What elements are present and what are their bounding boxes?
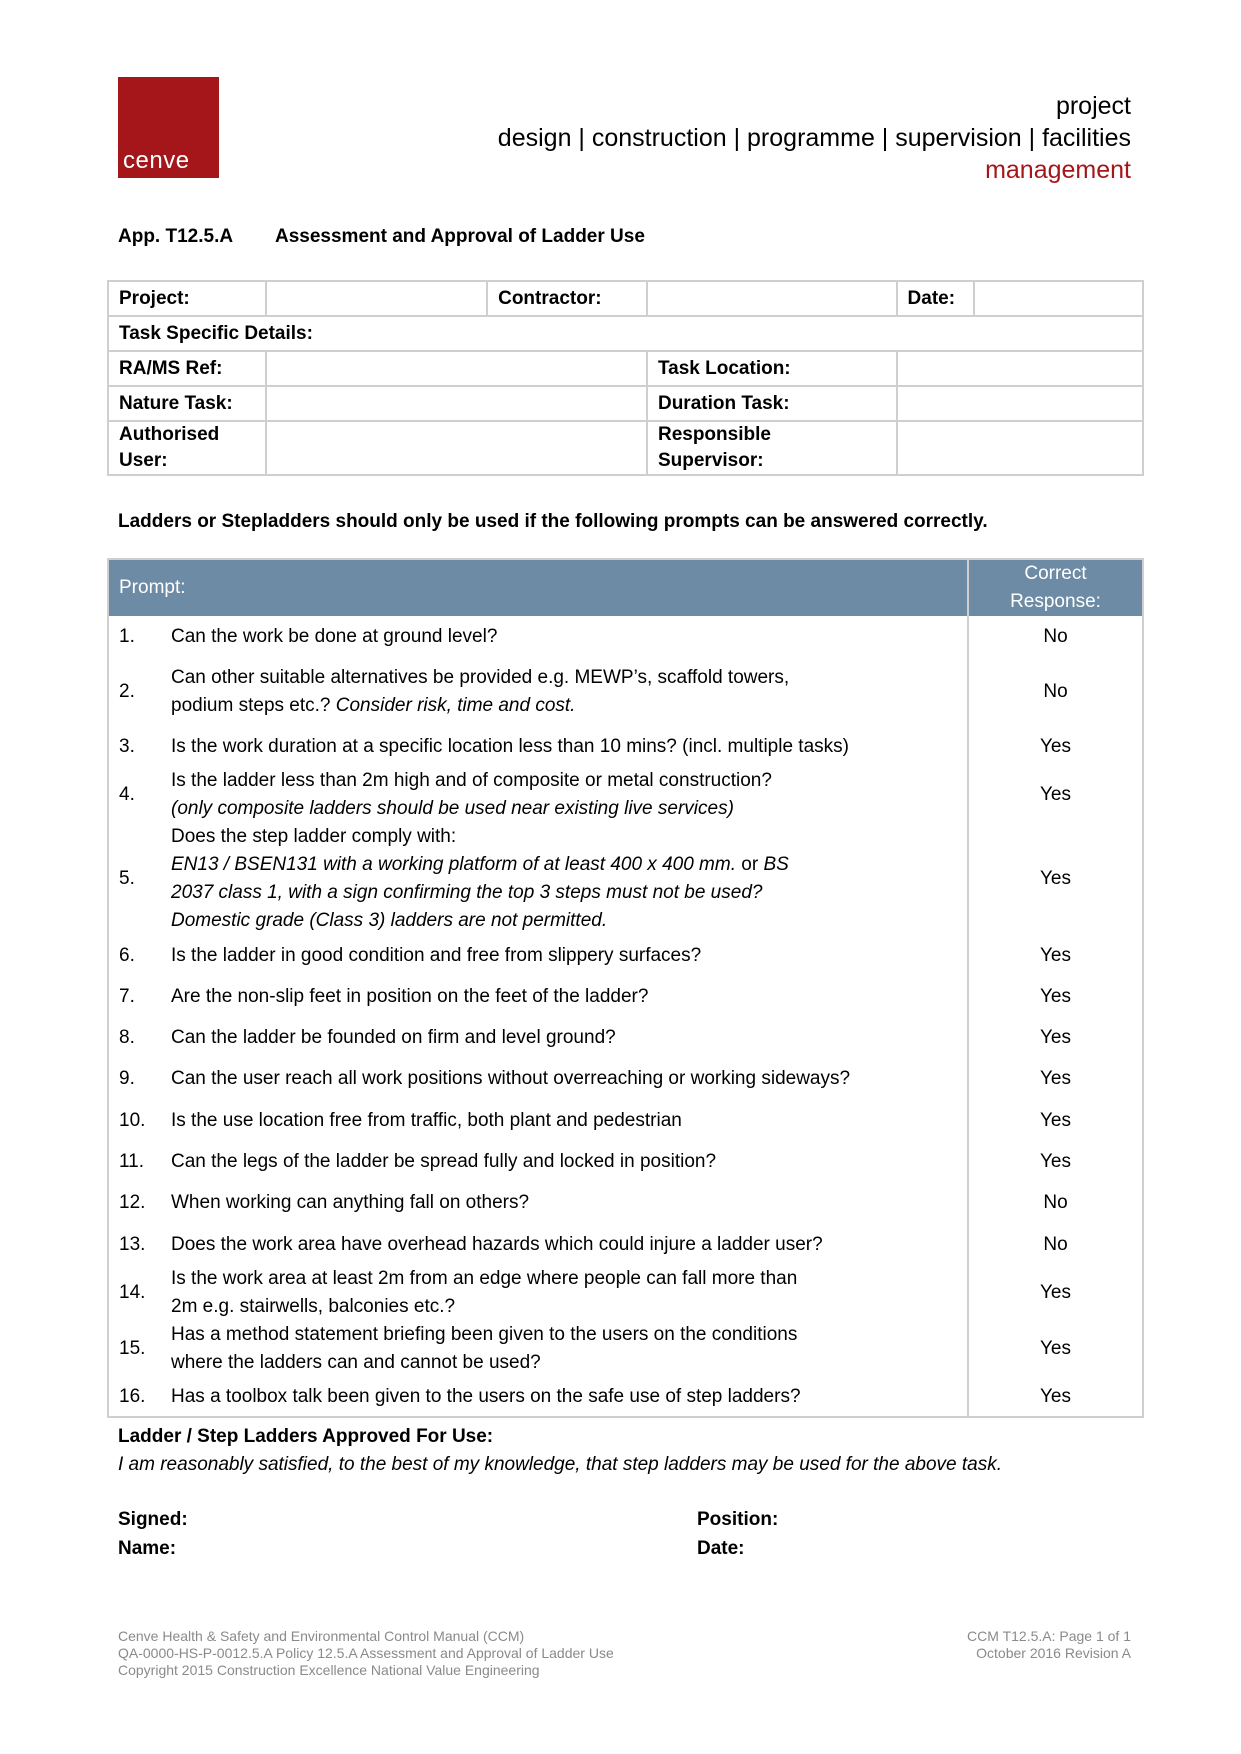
prompt-row	[108, 976, 1143, 1017]
approval-section	[118, 1423, 1002, 1479]
date-label: Date:	[897, 281, 975, 316]
signoff-date-label: Date:	[697, 1538, 745, 1559]
prompt-row	[108, 1058, 1143, 1100]
prompt-number: 11.	[119, 1150, 145, 1172]
task-location-label: Task Location:	[647, 351, 897, 386]
prompt-text: Is the ladder in good condition and free from slippery surfaces?	[171, 944, 702, 966]
prompt-header: Prompt:	[108, 559, 968, 616]
instruction-text: Ladders or Stepladders should only be used if the following prompts can be answered correctly.	[118, 511, 988, 532]
document-code: App. T12.5.A	[118, 226, 234, 247]
prompt-row	[108, 726, 1143, 767]
authorised-user-label: Authorised User:	[108, 421, 266, 475]
prompt-row	[108, 823, 1143, 935]
prompt-number: 15.	[119, 1338, 146, 1359]
approval-statement: I am reasonably satisfied, to the best of my knowledge, that step ladders may be used for the above task.	[118, 1454, 1002, 1475]
date-field[interactable]	[974, 281, 1143, 316]
prompt-text: Is the work duration at a specific location less than 10 mins? (incl. multiple tasks)	[171, 735, 849, 757]
prompt-answer: Yes	[968, 976, 1143, 1017]
prompt-number: 6.	[119, 944, 135, 966]
prompt-answer: No	[968, 657, 1143, 726]
footer-reference: QA-0000-HS-P-0012.5.A Policy 12.5.A Assessment and Approval of Ladder Use	[118, 1645, 614, 1661]
prompt-answer: Yes	[968, 1321, 1143, 1377]
prompt-answer: Yes	[968, 726, 1143, 767]
prompt-text: When working can anything fall on others?	[171, 1192, 530, 1213]
tagline-line-3: management	[985, 156, 1131, 184]
project-label: Project:	[108, 281, 266, 316]
document-title-text: Assessment and Approval of Ladder Use	[275, 226, 645, 247]
prompt-row	[108, 1321, 1143, 1377]
prompt-text: Can other suitable alternatives be provided e.g. MEWP’s, scaffold towers, podium steps etc.? Consider risk, time and cost.	[171, 666, 790, 716]
contractor-label: Contractor:	[487, 281, 647, 316]
prompt-number: 3.	[119, 735, 135, 757]
prompt-number: 8.	[119, 1026, 135, 1048]
signed-label: Signed:	[118, 1509, 188, 1530]
nature-task-label: Nature Task:	[108, 386, 266, 421]
prompt-text: Has a toolbox talk been given to the users on the safe use of step ladders?	[171, 1385, 801, 1407]
prompt-number: 2.	[119, 680, 135, 702]
prompt-number: 7.	[119, 985, 135, 1007]
project-field[interactable]	[266, 281, 487, 316]
prompt-answer: Yes	[968, 1377, 1143, 1417]
contractor-field[interactable]	[647, 281, 897, 316]
signoff-left	[118, 1505, 188, 1563]
prompt-number: 16.	[119, 1385, 146, 1407]
prompt-row	[108, 1224, 1143, 1265]
logo-text: cenve	[123, 147, 190, 174]
footer-manual: Cenve Health & Safety and Environmental Control Manual (CCM)	[118, 1628, 525, 1644]
prompt-row	[108, 616, 1143, 657]
prompt-text: Are the non-slip feet in position on the feet of the ladder?	[171, 985, 649, 1007]
prompt-answer: No	[968, 1182, 1143, 1224]
prompt-text: Is the work area at least 2m from an edge where people can fall more than 2m e.g. stairwells, balconies etc.?	[171, 1268, 798, 1317]
footer-right	[967, 1628, 1131, 1662]
duration-task-field[interactable]	[897, 386, 1143, 421]
prompt-row	[108, 1017, 1143, 1058]
name-label: Name:	[118, 1538, 177, 1559]
prompt-answer: No	[968, 1224, 1143, 1265]
prompt-number: 13.	[119, 1233, 146, 1255]
prompt-row	[108, 1141, 1143, 1182]
prompt-row	[108, 1265, 1143, 1321]
prompt-table	[107, 558, 1144, 1418]
task-location-field[interactable]	[897, 351, 1143, 386]
prompt-row	[108, 1100, 1143, 1141]
prompt-text: Can the ladder be founded on firm and level ground?	[171, 1026, 616, 1048]
prompt-number: 12.	[119, 1192, 146, 1213]
tagline-line-1: project	[1055, 92, 1131, 120]
prompt-row	[108, 1182, 1143, 1224]
footer-left	[118, 1628, 614, 1679]
duration-task-label: Duration Task:	[647, 386, 897, 421]
tagline-line-2: design | construction | programme | supervision | facilities	[497, 124, 1131, 152]
prompt-answer: Yes	[968, 1058, 1143, 1100]
prompt-number: 10.	[119, 1109, 146, 1131]
authorised-user-field[interactable]	[266, 421, 647, 475]
footer-page: CCM T12.5.A: Page 1 of 1	[967, 1628, 1131, 1644]
prompt-number: 5.	[119, 868, 135, 889]
prompt-answer: Yes	[968, 823, 1143, 935]
prompt-row	[108, 657, 1143, 726]
rams-ref-label: RA/MS Ref:	[108, 351, 266, 386]
prompt-text: Can the user reach all work positions without overreaching or working sideways?	[171, 1068, 851, 1089]
rams-ref-field[interactable]	[266, 351, 647, 386]
prompt-answer: Yes	[968, 767, 1143, 823]
prompt-answer: No	[968, 616, 1143, 657]
footer-copyright: Copyright 2015 Construction Excellence National Value Engineering	[118, 1662, 540, 1678]
document-title	[118, 226, 645, 248]
prompt-number: 9.	[119, 1068, 135, 1089]
prompt-text: Can the work be done at ground level?	[171, 625, 498, 647]
company-tagline	[498, 90, 1131, 186]
task-specific-label: Task Specific Details:	[108, 316, 1143, 351]
prompt-number: 14.	[119, 1282, 146, 1303]
signoff-right	[697, 1505, 778, 1563]
prompt-number: 4.	[119, 784, 135, 805]
prompt-row	[108, 767, 1143, 823]
prompt-text: Does the step ladder comply with: EN13 / BSEN131 with a working platform of at least 400 x 400 mm. or BS 2037 class 1, with a sign confirming the top 3 steps must not be used? Domestic grade (Class 3) ladders are not permitted.	[171, 826, 789, 931]
responsible-supervisor-label: Responsible Supervisor:	[647, 421, 897, 475]
prompt-text: Is the use location free from traffic, both plant and pedestrian	[171, 1109, 682, 1131]
cenve-logo	[118, 77, 219, 178]
position-label: Position:	[697, 1509, 779, 1530]
nature-task-field[interactable]	[266, 386, 647, 421]
prompt-row	[108, 1377, 1143, 1417]
prompt-answer: Yes	[968, 1265, 1143, 1321]
prompt-answer: Yes	[968, 1141, 1143, 1182]
prompt-answer: Yes	[968, 1017, 1143, 1058]
prompt-text: Is the ladder less than 2m high and of composite or metal construction? (only composite ladders should be used near existing live services)	[171, 770, 772, 819]
prompt-answer: Yes	[968, 935, 1143, 976]
prompt-text: Can the legs of the ladder be spread fully and locked in position?	[171, 1150, 717, 1172]
correct-response-header: Correct Response:	[968, 559, 1143, 616]
prompt-text: Does the work area have overhead hazards which could injure a ladder user?	[171, 1233, 823, 1255]
prompt-row	[108, 935, 1143, 976]
responsible-supervisor-field[interactable]	[897, 421, 1143, 475]
prompt-number: 1.	[119, 625, 135, 647]
footer-revision: October 2016 Revision A	[976, 1645, 1131, 1661]
prompt-answer: Yes	[968, 1100, 1143, 1141]
project-details-table	[107, 280, 1144, 476]
approval-heading: Ladder / Step Ladders Approved For Use:	[118, 1426, 494, 1447]
prompt-text: Has a method statement briefing been given to the users on the conditions where the ladders can and cannot be used?	[171, 1324, 798, 1373]
